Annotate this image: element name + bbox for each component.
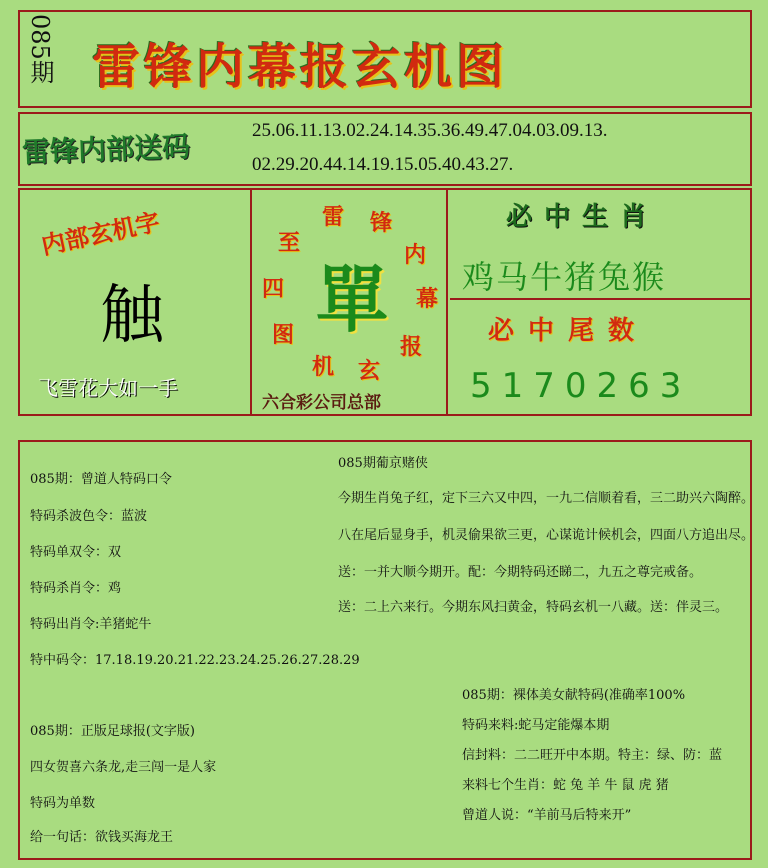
left-line: 特码杀波色令：蓝波 <box>30 509 148 524</box>
bottom-left-line: 085期：正版足球报(文字版) <box>30 724 195 739</box>
inner-phrase: 飞雪花大如一手 <box>38 376 178 400</box>
circle-char: 机 <box>312 354 335 380</box>
bottom-right-line: 曾道人说：“羊前马后特来开” <box>462 808 632 823</box>
left-line: 特码单双令：双 <box>30 545 122 560</box>
right-line: 八在尾后显身手，机灵偷果欲三更，心谋诡计候机会，四面八方追出尽。 <box>338 528 755 543</box>
bottom-left-line: 四女贺喜六条龙,走三闯一是人家 <box>30 760 217 775</box>
center-main-character: 單 <box>316 257 389 342</box>
circle-char: 玄 <box>358 358 381 384</box>
tail-header: 必中尾数 <box>488 316 649 346</box>
issue-number: 085期 <box>26 14 54 84</box>
right-line: 085期葡京赌侠 <box>338 456 428 471</box>
circle-char: 至 <box>278 230 301 256</box>
codes-line-1: 25.06.11.13.02.24.14.35.36.49.47.04.03.09.13. <box>252 120 608 141</box>
left-line: 特码出肖令:羊猪蛇牛 <box>30 617 152 632</box>
circle-char: 图 <box>272 322 295 348</box>
circle-char: 锋 <box>370 210 393 236</box>
zodiac-animals: 鸡马牛猪兔猴 <box>462 258 667 296</box>
left-line: 特中码令：17.18.19.20.21.22.23.24.25.26.27.28.29 <box>30 653 360 668</box>
codes-line-2: 02.29.20.44.14.19.15.05.40.43.27. <box>252 154 514 175</box>
inner-arc-label: 内部玄机字 <box>38 206 163 261</box>
bottom-right-line: 来料七个生肖：蛇 兔 羊 牛 鼠 虎 猪 <box>462 778 669 793</box>
bottom-right-line: 特码来料:蛇马定能爆本期 <box>462 718 610 733</box>
codes-label: 雷锋内部送码 <box>21 130 191 169</box>
bottom-left-line: 特码为单数 <box>30 796 96 811</box>
circle-char: 雷 <box>322 204 345 230</box>
circle-char: 四 <box>262 276 285 302</box>
bottom-left-line: 给一句话：欲钱买海龙王 <box>30 830 174 845</box>
inner-character: 触 <box>100 279 164 353</box>
page-title: 雷锋内幕报玄机图 <box>92 39 509 95</box>
tail-digits: 5170263 <box>470 366 692 406</box>
circle-char: 内 <box>404 242 427 268</box>
bottom-right-line: 信封料：二二旺开中本期。特主：绿、防：蓝 <box>462 748 723 763</box>
right-line: 今期生肖兔子红，定下三六又中四，一九二信顺着看，三二助兴六陶醉。 <box>338 491 755 506</box>
left-line: 085期：曾道人特码口令 <box>30 472 172 487</box>
right-line: 送：二上六来行。今期东风扫黄金，特码玄机一八藏。送：伴灵三。 <box>338 600 729 615</box>
circle-char: 报 <box>400 334 423 360</box>
circle-char: 幕 <box>416 286 439 312</box>
right-line: 送：一并大顺今期开。配：今期特码还睇二，九五之尊完戒备。 <box>338 565 703 580</box>
center-footer: 六合彩公司总部 <box>262 393 381 413</box>
left-line: 特码杀肖令：鸡 <box>30 581 122 596</box>
bottom-right-line: 085期：裸体美女献特码(准确率100% <box>462 688 686 703</box>
zodiac-header: 必中生肖 <box>506 202 659 232</box>
